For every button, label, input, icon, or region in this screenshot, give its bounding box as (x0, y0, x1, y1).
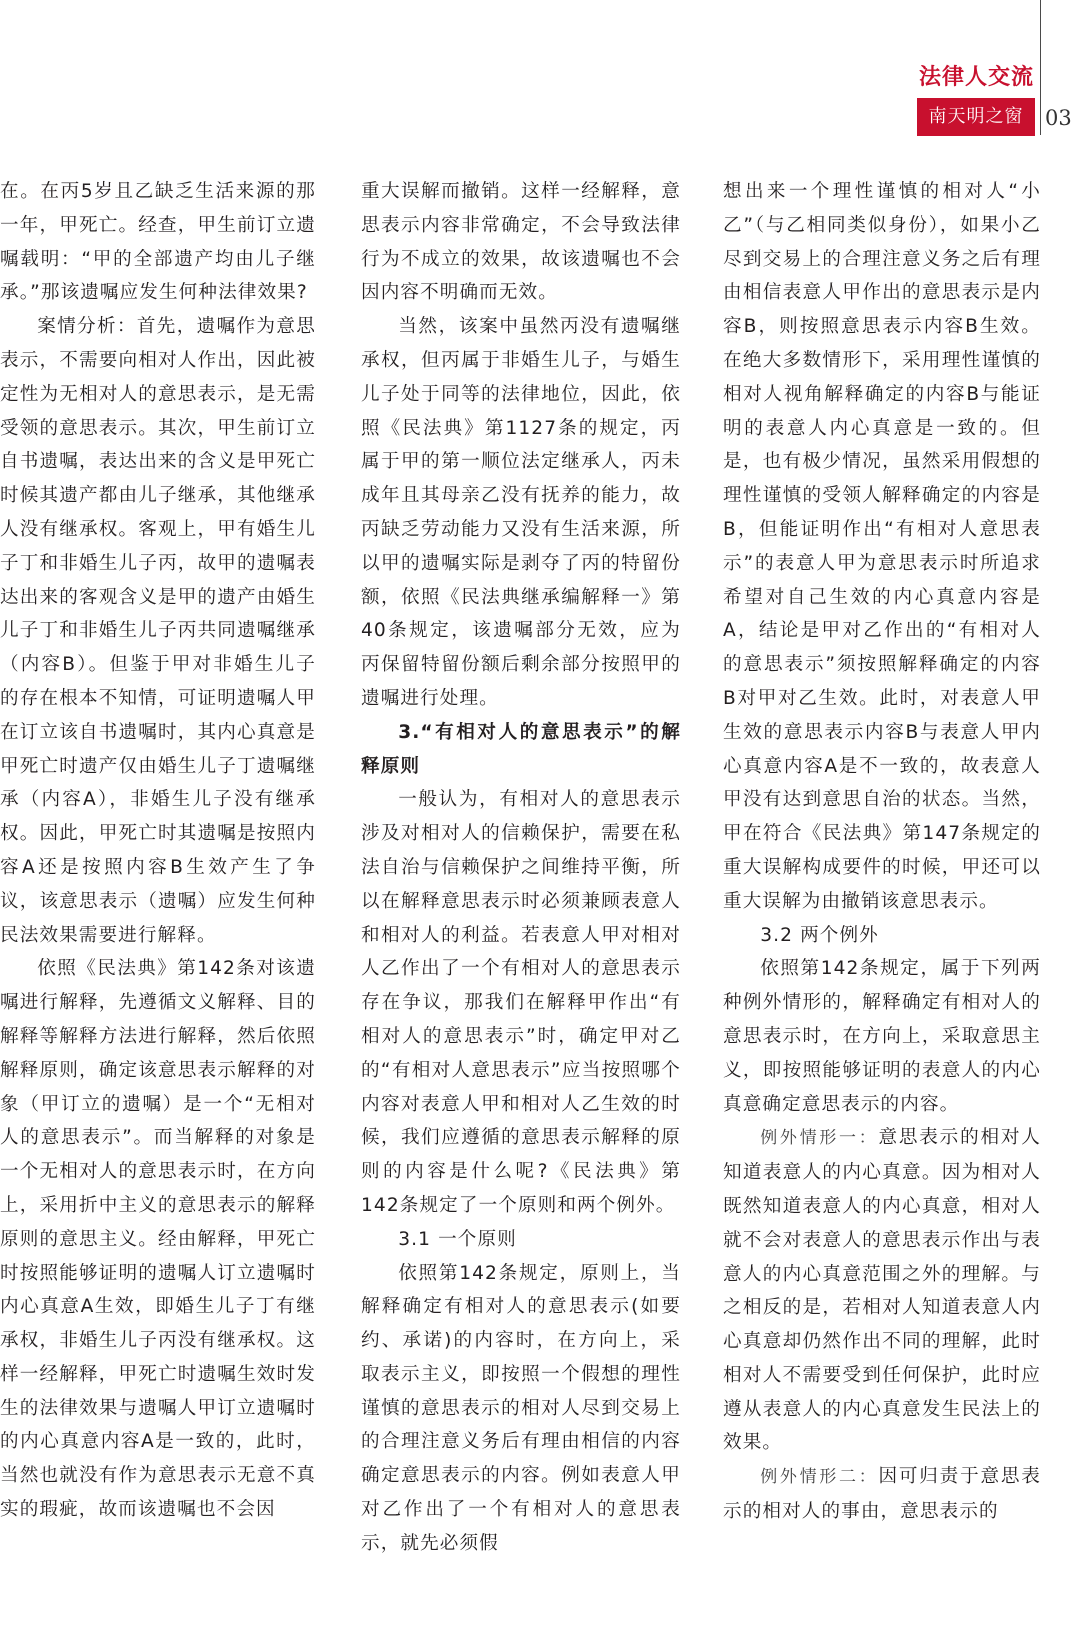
page-number: 03 (1045, 106, 1072, 130)
paragraph: 案情分析：首先，遗嘱作为意思表示，不需要向相对人作出，因此被定性为无相对人的意思表示，是无需受领的意思表示。其次，甲生前订立自书遗嘱，表达出来的含义是甲死亡时候其遗产都由儿子继承，其他继承人没有继承权。客观上，甲有婚生儿子丁和非婚生儿子丙，故甲的遗嘱表达出来的客观含义是甲的遗产由婚生儿子丁和非婚生儿子丙共同遗嘱继承（内容B）。但鉴于甲对非婚生儿子的存在根本不知情，可证明遗嘱人甲在订立该自书遗嘱时，其内心真意是甲死亡时遗产仅由婚生儿子丁遗嘱继承（内容A），非婚生儿子没有继承权。因此，甲死亡时其遗嘱是按照内容A还是按照内容B生效产生了争议，该意思表示（遗嘱）应发生何种民法效果需要进行解释。 (0, 316, 316, 946)
paragraph: 依照第142条规定，属于下列两种例外情形的，解释确定有相对人的意思表示时，在方向上，采取意思主义，即按照能够证明的表意人的内心真意确定意思表示的内容。 (723, 958, 1041, 1115)
paragraph: 在。在丙5岁且乙缺乏生活来源的那一年，甲死亡。经查，甲生前订立遗嘱载明：“甲的全部遗产均由儿子继承。”那该遗嘱应发生何种法律效果? (0, 181, 316, 304)
exception-text: 意思表示的相对人知道表意人的内心真意。因为相对人既然知道表意人的内心真意，相对人就不会对表意人的意思表示作出与表意人的内心真意范围之外的理解。与之相反的是，若相对人知道表意人内心真意却仍然作出不同的理解，此时相对人不需要受到任何保护，此时应遵从表意人的内心真意发生民法上的效果。 (723, 1127, 1041, 1454)
section-title: 法律人交流 (918, 65, 1034, 90)
subsection-heading: 3.1 一个原则 (398, 1228, 517, 1250)
header-divider-line (1040, 0, 1041, 135)
text-column-1 (0, 175, 316, 1629)
exception-text: 因可归责于意思表示的相对人的事由，意思表示的 (723, 1466, 1041, 1523)
paragraph: 依照《民法典》第142条对该遗嘱进行解释，先遵循文义解释、目的解释等解释方法进行解释，然后依照解释原则，确定该意思表示解释的对象（甲订立的遗嘱）是一个“无相对人的意思表示”。而当解释的对象是一个无相对人的意思表示时，在方向上，采用折中主义的意思表示的解释原则的意思主义。经由解释，甲死亡时按照能够证明的遗嘱人订立遗嘱时内心真意A生效，即婚生儿子丁有继承权，非婚生儿子丙没有继承权。这样一经解释，甲死亡时遗嘱生效时发生的法律效果与遗嘱人甲订立遗嘱时的内心真意内容A是一致的，此时，当然也就没有作为意思表示无意不真实的瑕疵，故而该遗嘱也不会因 (0, 958, 316, 1521)
text-column-2 (361, 175, 681, 1629)
paragraph (723, 1121, 1041, 1460)
paragraph: 当然，该案中虽然丙没有遗嘱继承权，但丙属于非婚生儿子，与婚生儿子处于同等的法律地位，因此，依照《民法典》第1127条的规定，丙属于甲的第一顺位法定继承人，丙未成年且其母亲乙没有抚养的能力，故丙缺乏劳动能力又没有生活来源，所以甲的遗嘱实际是剥夺了丙的特留份额，依照《民法典继承编解释一》第40条规定，该遗嘱部分无效，应为丙保留特留份额后剩余部分按照甲的遗嘱进行处理。 (361, 316, 681, 709)
paragraph: 一般认为，有相对人的意思表示涉及对相对人的信赖保护，需要在私法自治与信赖保护之间维持平衡，所以在解释意思表示时必须兼顾表意人和相对人的利益。若表意人甲对相对人乙作出了一个有相对人的意思表示存在争议，那我们在解释甲作出“有相对人的意思表示”时，确定甲对乙的“有相对人意思表示”应当按照哪个内容对表意人甲和相对人乙生效的时候，我们应遵循的意思表示解释的原则的内容是什么呢?《民法典》第142条规定了一个原则和两个例外。 (361, 789, 681, 1216)
exception-label: 例外情形二： (760, 1467, 879, 1488)
section-heading: 3.“有相对人的意思表示”的解释原则 (361, 721, 681, 777)
paragraph (723, 1460, 1041, 1529)
text-column-3 (723, 175, 1041, 1629)
paragraph: 重大误解而撤销。这样一经解释，意思表示内容非常确定，不会导致法律行为不成立的效果，故该遗嘱也不会因内容不明确而无效。 (361, 181, 681, 304)
paragraph: 依照第142条规定，原则上，当解释确定有相对人的意思表示(如要约、承诺)的内容时，在方向上，采取表示主义，即按照一个假想的理性谨慎的意思表示的相对人尽到交易上的合理注意义务后有理由相信的内容确定意思表示的内容。例如表意人甲对乙作出了一个有相对人的意思表示，就先必须假 (361, 1262, 681, 1554)
subsection-heading: 3.2 两个例外 (760, 924, 879, 946)
paragraph: 想出来一个理性谨慎的相对人“小乙”（与乙相同类似身份），如果小乙尽到交易上的合理注意义务之后有理由相信表意人甲作出的意思表示是内容B，则按照意思表示内容B生效。在绝大多数情形下，采用理性谨慎的相对人视角解释确定的内容B与能证明的表意人内心真意是一致的。但是，也有极少情况，虽然采用假想的理性谨慎的受领人解释确定的内容是B，但能证明作出“有相对人意思表示”的表意人甲为意思表示时所追求希望对自己生效的内心真意内容是A，结论是甲对乙作出的“有相对人的意思表示”须按照解释确定的内容B对甲对乙生效。此时，对表意人甲生效的意思表示内容B与表意人甲内心真意内容A是不一致的，故表意人甲没有达到意思自治的状态。当然，甲在符合《民法典》第147条规定的重大误解构成要件的时候，甲还可以重大误解为由撤销该意思表示。 (723, 181, 1041, 912)
column-label: 南天明之窗 (917, 98, 1035, 136)
exception-label: 例外情形一： (760, 1128, 879, 1149)
